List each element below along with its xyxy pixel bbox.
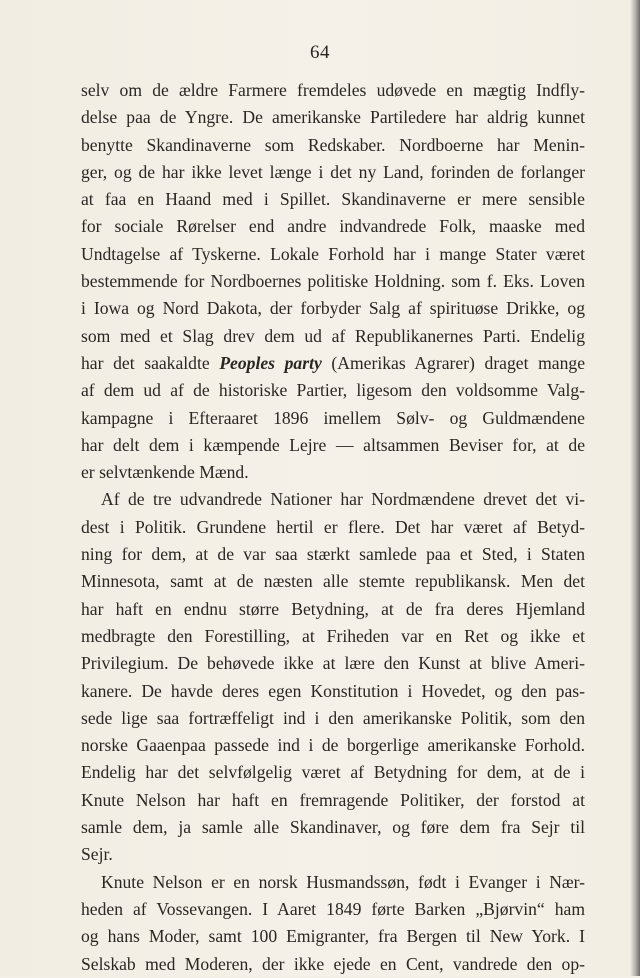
text-line: og hans Moder, samt 100 Emigranter, fra Bergen til New York. I bbox=[81, 926, 585, 947]
text-line: har delt dem i kæmpende Lejre — altsammen Beviser for, at de bbox=[81, 434, 585, 455]
text-line: som med et Slag drev dem ud af Republikanernes Parti. Endelig bbox=[81, 325, 585, 346]
text-line: Minnesota, samt at de næsten alle stemte republikansk. Men det bbox=[81, 571, 585, 592]
text-line-segment: har det saakaldte bbox=[81, 352, 220, 373]
text-line: af dem ud af de historiske Partier, ligesom den voldsomme Valg- bbox=[81, 380, 585, 401]
text-line: medbragte den Forestilling, at Friheden var en Ret og ikke et bbox=[81, 625, 585, 646]
text-line: ger, og de har ikke levet længe i det ny Land, forinden de forlanger bbox=[81, 161, 585, 182]
text-line: dest i Politik. Grundene hertil er flere. Det har været af Betyd- bbox=[81, 516, 585, 537]
text-line: Sejr. bbox=[81, 844, 113, 865]
text-line: samle dem, ja samle alle Skandinaver, og føre dem fra Sejr til bbox=[81, 817, 585, 838]
body-text bbox=[81, 77, 585, 978]
text-line: norske Gaaenpaa passede ind i de borgerlige amerikanske Forhold. bbox=[81, 735, 585, 756]
text-line: Privilegium. De behøvede ikke at lære den Kunst at blive Ameri- bbox=[81, 653, 585, 674]
text-line: kampagne i Efteraaret 1896 imellem Sølv- og Guldmændene bbox=[81, 407, 585, 428]
text-line: Undtagelse af Tyskerne. Lokale Forhold har i mange Stater været bbox=[81, 243, 585, 264]
emphasized-term: Peoples party bbox=[219, 352, 322, 373]
text-line: ning for dem, at de var saa stærkt samlede paa et Sted, i Staten bbox=[81, 544, 585, 565]
text-line: Selskab med Moderen, der ikke ejede en Cent, vandrede den op- bbox=[81, 953, 585, 974]
text-line: benytte Skandinaverne som Redskaber. Nordboerne har Menin- bbox=[81, 134, 585, 155]
text-line: er selvtænkende Mænd. bbox=[81, 462, 249, 483]
text-line: selv om de ældre Farmere fremdeles udøvede en mægtig Indfly- bbox=[81, 80, 585, 100]
text-line-segment: (Amerikas Agrarer) draget mange bbox=[321, 352, 585, 373]
text-line: sede lige saa fortræffeligt ind i den amerikanske Politik, som den bbox=[81, 707, 585, 728]
text-line: Endelig har det selvfølgelig været af Betydning for dem, at de i bbox=[81, 762, 585, 783]
text-line: bestemmende for Nordboernes politiske Holdning. som f. Eks. Loven bbox=[81, 271, 585, 292]
text-line: at faa en Haand med i Spillet. Skandinaverne er mere sensible bbox=[81, 189, 585, 210]
text-line: for sociale Rørelser end andre indvandrede Folk, maaske med bbox=[81, 216, 585, 237]
text-line: i Iowa og Nord Dakota, der forbyder Salg af spirituøse Drikke, og bbox=[81, 298, 585, 319]
text-line: kanere. De havde deres egen Konstitution i Hovedet, og den pas- bbox=[81, 680, 585, 701]
text-line: har haft en endnu større Betydning, at de fra deres Hjemland bbox=[81, 598, 585, 619]
text-line: heden af Vossevangen. I Aaret 1849 førte Barken „Bjørvin“ ham bbox=[81, 898, 585, 919]
text-line bbox=[81, 350, 585, 377]
text-line: Af de tre udvandrede Nationer har Nordmændene drevet det vi- bbox=[101, 489, 585, 510]
text-line: Knute Nelson er en norsk Husmandssøn, født i Evanger i Nær- bbox=[101, 871, 585, 892]
page-edge-shadow bbox=[630, 0, 640, 976]
text-line: Knute Nelson har haft en fremragende Politiker, der forstod at bbox=[81, 789, 585, 810]
text-line: delse paa de Yngre. De amerikanske Partiledere har aldrig kunnet bbox=[81, 107, 585, 128]
page-number: 64 bbox=[310, 42, 330, 63]
